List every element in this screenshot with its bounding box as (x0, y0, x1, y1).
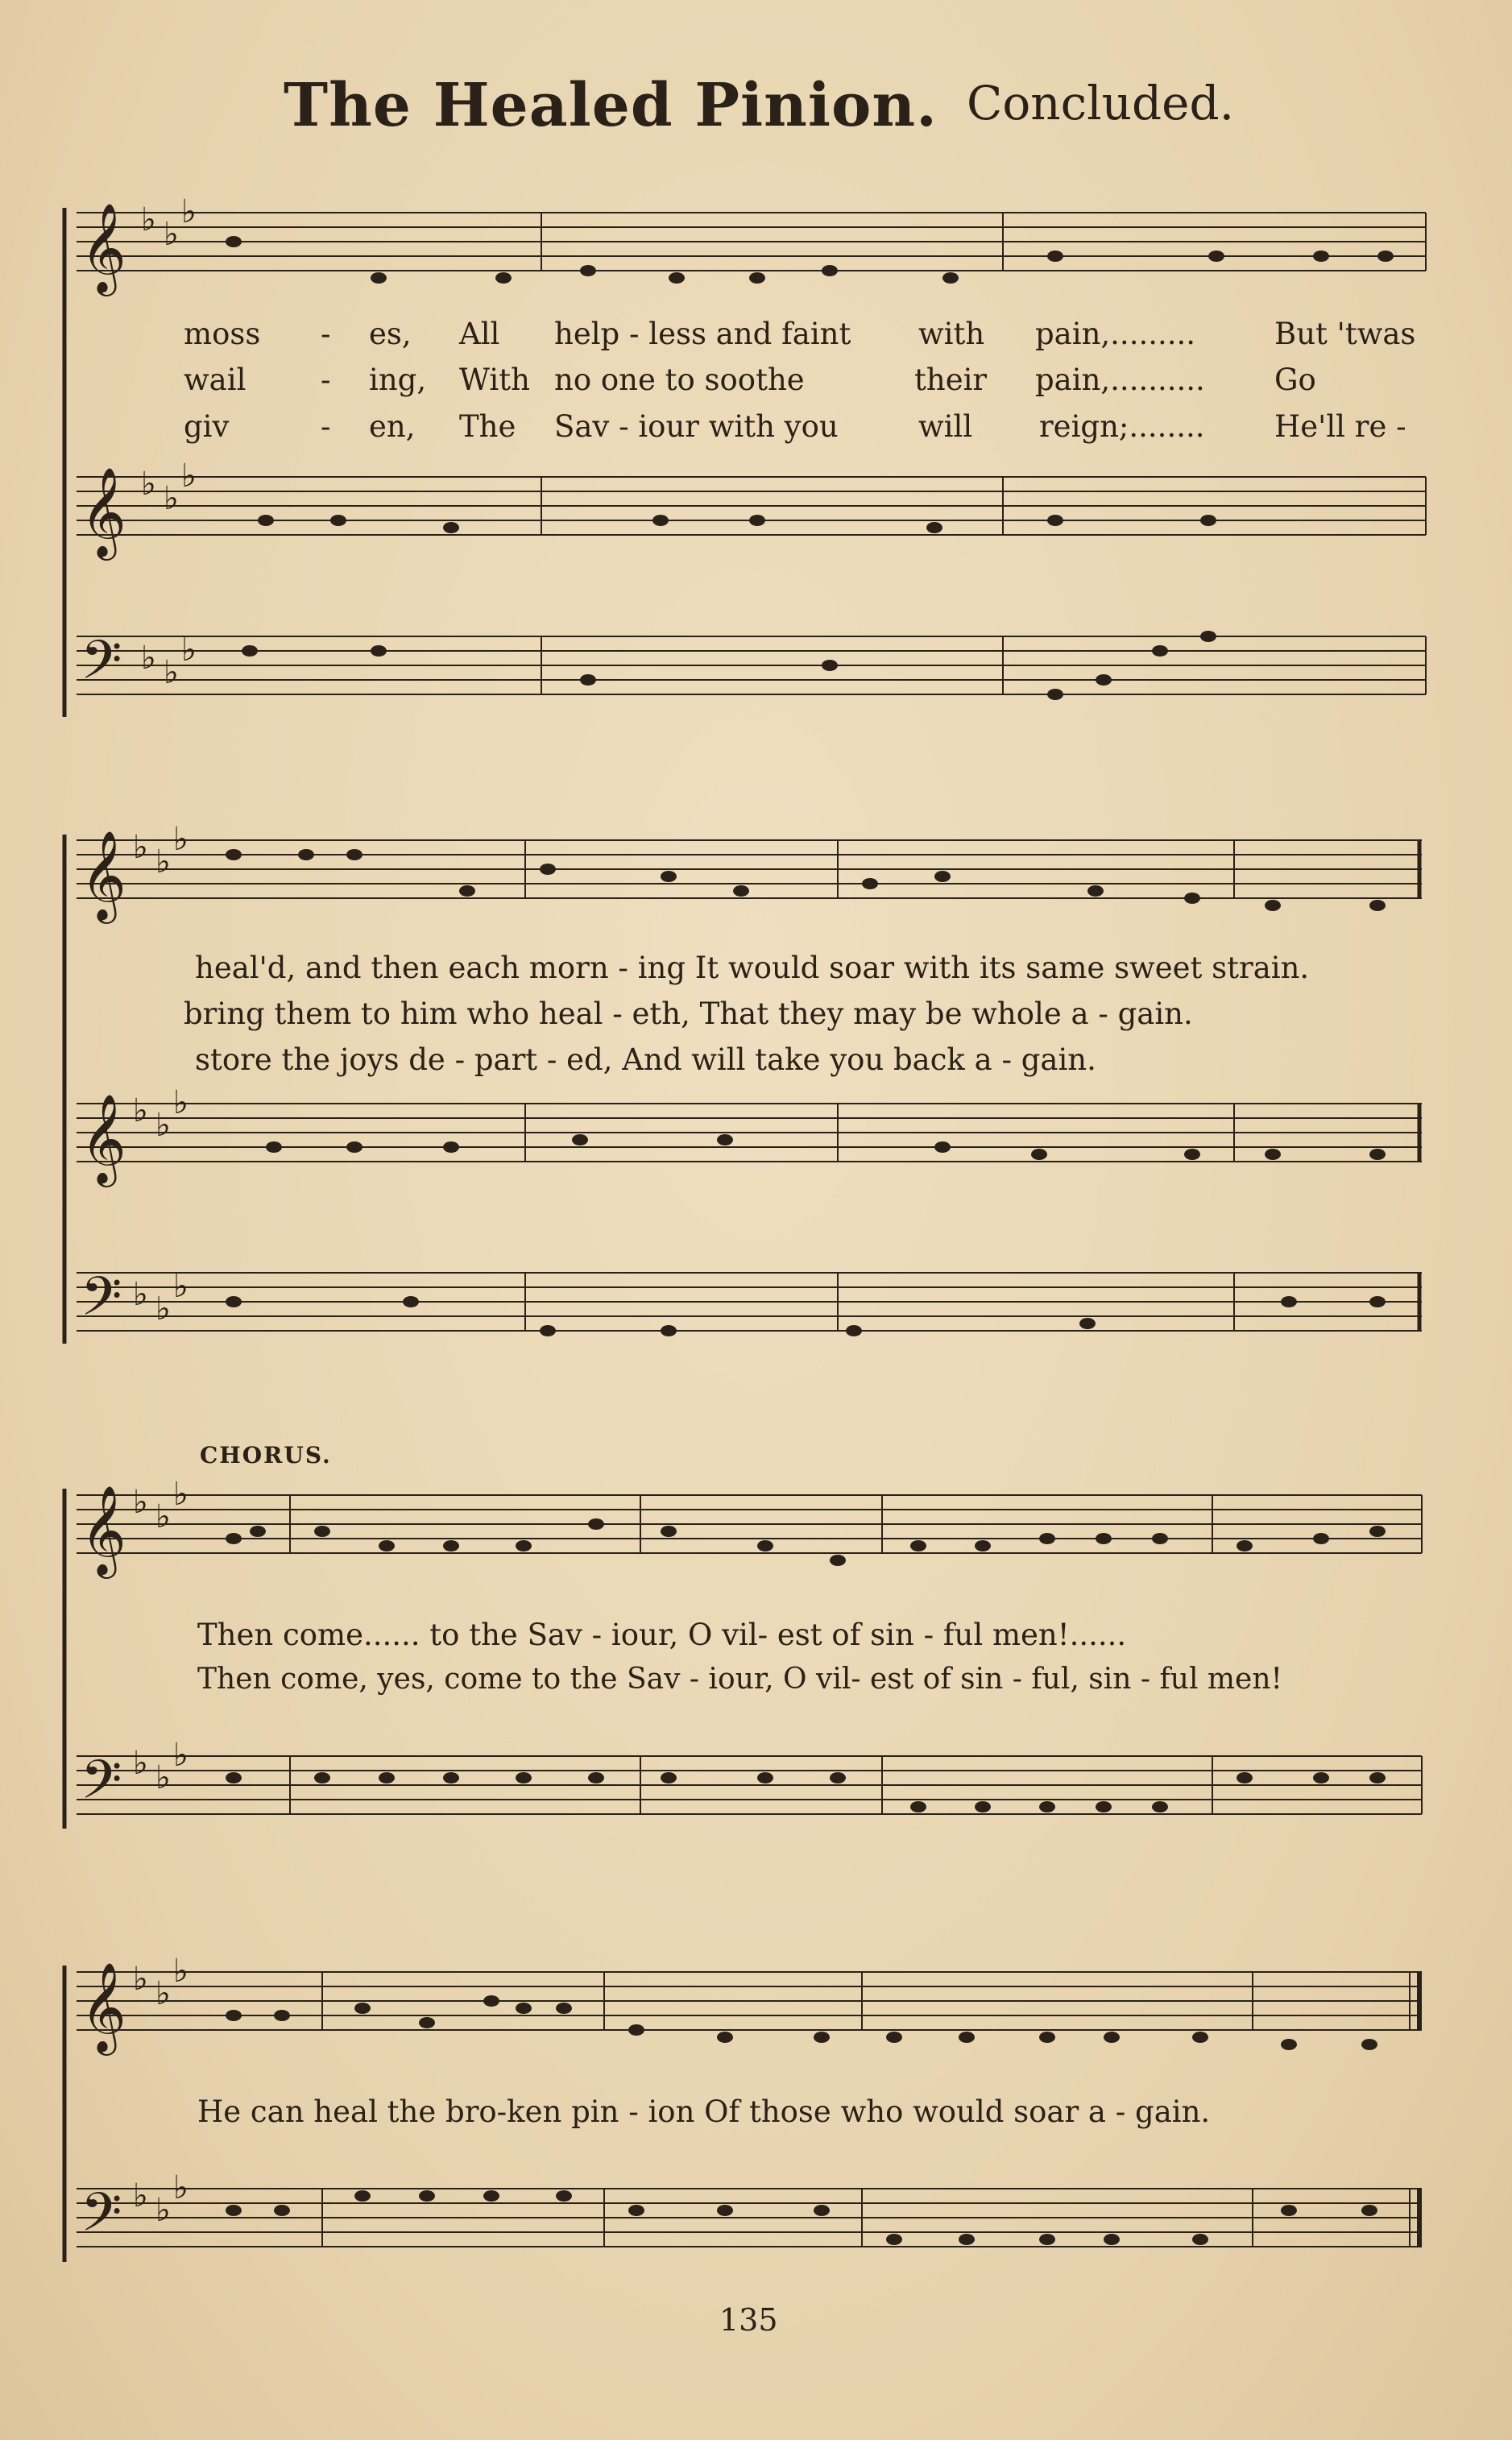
svg-text:♭: ♭ (173, 1084, 188, 1121)
svg-text:𝄞: 𝄞 (81, 1485, 126, 1575)
svg-text:♭: ♭ (155, 1759, 171, 1796)
lyric-word: will (918, 409, 973, 444)
svg-text:♭: ♭ (155, 843, 171, 880)
svg-text:♭: ♭ (133, 1092, 148, 1129)
svg-text:𝄢: 𝄢 (81, 1749, 122, 1824)
lyric-word: en, (369, 409, 416, 444)
svg-text:♭: ♭ (173, 1476, 188, 1513)
svg-text:♭: ♭ (164, 480, 179, 517)
verse-3-lyric: store the joys de - part - ed, And will take you back a - gain. (195, 1042, 1096, 1077)
svg-text:𝄞: 𝄞 (81, 202, 126, 292)
lyric-word: - (321, 409, 331, 444)
svg-text:♭: ♭ (133, 1484, 148, 1521)
svg-text:♭: ♭ (173, 1268, 188, 1305)
lyric-word: reign;........ (1039, 409, 1205, 444)
svg-text:♭: ♭ (173, 1953, 188, 1990)
svg-text:♭: ♭ (181, 193, 197, 230)
svg-text:♭: ♭ (133, 829, 148, 866)
svg-text:♭: ♭ (141, 640, 156, 677)
svg-text:♭: ♭ (133, 2177, 148, 2214)
svg-text:♭: ♭ (155, 1498, 171, 1535)
svg-text:♭: ♭ (133, 1745, 148, 1782)
svg-text:♭: ♭ (133, 1961, 148, 1998)
lyric-word: help - less and faint (554, 317, 851, 351)
svg-text:𝄞: 𝄞 (81, 830, 126, 920)
svg-text:𝄞: 𝄞 (81, 1962, 126, 2052)
lyric-word: The (459, 409, 516, 444)
svg-text:𝄞: 𝄞 (81, 466, 126, 557)
svg-text:♭: ♭ (141, 466, 156, 503)
lyric-word: Sav - iour with you (554, 409, 839, 444)
svg-text:♭: ♭ (181, 632, 197, 669)
svg-text:♭: ♭ (181, 458, 197, 495)
page-number: 135 (719, 2302, 778, 2338)
lyric-word: their (914, 362, 988, 397)
lyric-word: Go (1274, 362, 1316, 397)
svg-text:♭: ♭ (141, 201, 156, 238)
svg-text:♭: ♭ (155, 2192, 171, 2229)
svg-text:♭: ♭ (133, 1276, 148, 1313)
song-subtitle: Concluded. (967, 76, 1235, 130)
svg-text:♭: ♭ (173, 2169, 188, 2206)
svg-text:♭: ♭ (173, 1737, 188, 1774)
lyric-word: pain,.......... (1035, 362, 1205, 397)
lyric-word: All (459, 317, 500, 351)
lyric-word: He'll re - (1274, 409, 1406, 444)
svg-text:♭: ♭ (155, 1107, 171, 1144)
lyric-word: ing, (369, 362, 427, 397)
svg-text:𝄢: 𝄢 (81, 629, 122, 704)
lyric-word: wail (184, 362, 246, 397)
lyric-word: - (321, 317, 331, 351)
svg-text:𝄞: 𝄞 (81, 1093, 126, 1183)
lyric-word: - (321, 362, 331, 397)
svg-text:♭: ♭ (173, 821, 188, 858)
svg-text:♭: ♭ (155, 1975, 171, 2012)
lyric-word: giv (184, 409, 230, 444)
song-title: The Healed Pinion. (284, 71, 938, 140)
chorus-lyric-2: Then come, yes, come to the Sav - iour, O vil- est of sin - ful, sin - ful men! (197, 1663, 1283, 1696)
lyric-word: moss (184, 317, 261, 351)
chorus-lyric-1: Then come...... to the Sav - iour, O vil- est of sin - ful men!...... (197, 1618, 1127, 1652)
lyric-word: pain,......... (1035, 317, 1196, 351)
verse-2-lyric: bring them to him who heal - eth, That they may be whole a - gain. (184, 996, 1193, 1031)
svg-text:♭: ♭ (164, 654, 179, 691)
svg-text:𝄢: 𝄢 (81, 1266, 122, 1340)
lyric-word: But 'twas (1274, 317, 1416, 351)
lyric-word: with (918, 317, 985, 351)
chorus-lyric-3: He can heal the bro-ken pin - ion Of those who would soar a - gain. (197, 2094, 1211, 2129)
svg-text:𝄢: 𝄢 (81, 2181, 122, 2256)
lyric-word: es, (369, 317, 412, 351)
lyric-word: With (459, 362, 530, 397)
lyric-word: no one to soothe (554, 362, 805, 397)
chorus-label: CHORUS. (200, 1442, 332, 1469)
verse-1-lyric: heal'd, and then each morn - ing It would soar with its same sweet strain. (195, 951, 1310, 985)
svg-text:♭: ♭ (155, 1290, 171, 1328)
svg-text:♭: ♭ (164, 216, 179, 253)
